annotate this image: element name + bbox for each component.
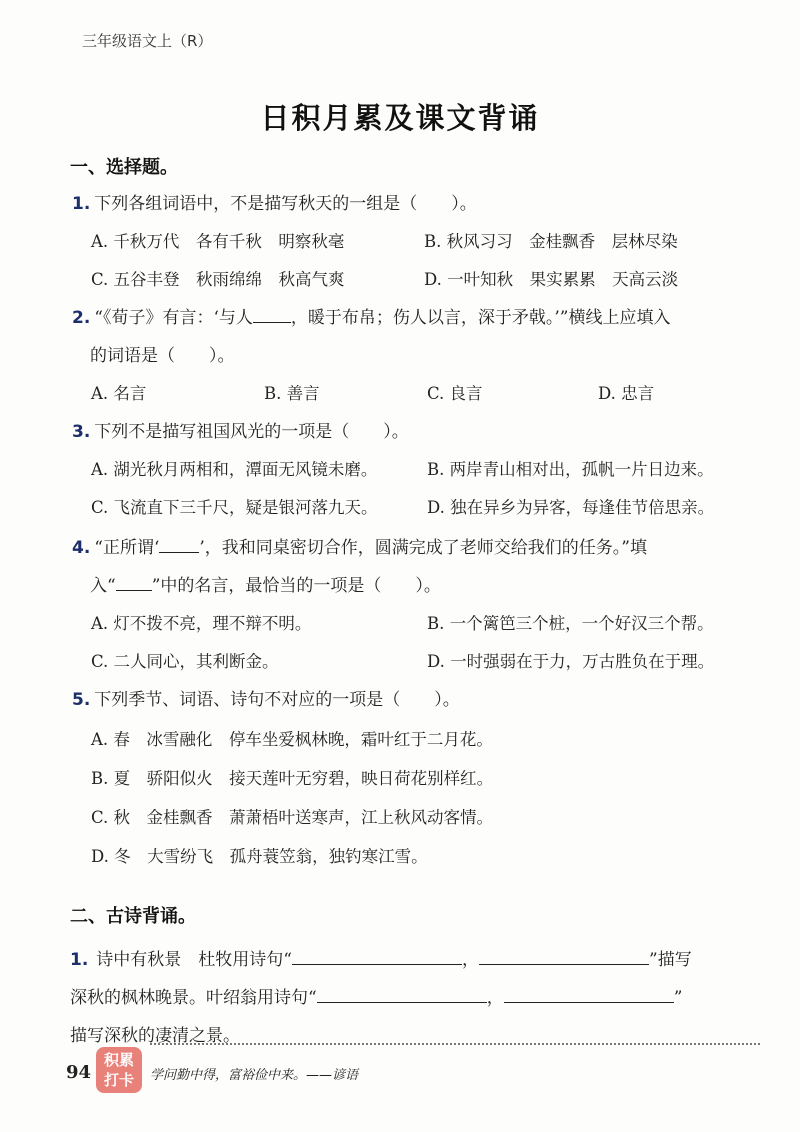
fill-blank[interactable] bbox=[159, 536, 199, 553]
option-a: A. 春 冰雪融化 停车坐爱枫林晚，霜叶红于二月花。 bbox=[91, 730, 493, 749]
poem-text: 深秋的枫林晚景。叶绍翁用诗句“ bbox=[70, 988, 317, 1008]
option-c: C. 飞流直下三千尺，疑是银河落九天。 bbox=[91, 498, 378, 517]
option-d: D. 一叶知秋 果实累累 天高云淡 bbox=[424, 270, 679, 289]
question-number: 1. bbox=[70, 950, 89, 970]
footer-proverb: 学问勤中得，富裕俭中来。——谚语 bbox=[150, 1068, 359, 1083]
option-d: D. 忠言 bbox=[598, 384, 655, 403]
option-d: D. 独在异乡为异客，每逢佳节倍思亲。 bbox=[427, 498, 715, 517]
option-b: B. 一个篱笆三个桩，一个好汉三个帮。 bbox=[427, 614, 714, 633]
footer-divider bbox=[150, 1043, 760, 1045]
fill-blank[interactable] bbox=[253, 306, 291, 323]
question-stem-cont: ，暖于布帛；伤人以言，深于矛戟。’”横线上应填入 bbox=[290, 308, 671, 328]
question-stem-cont: ’，我和同桌密切合作，圆满完成了老师交给我们的任务。”填 bbox=[199, 538, 647, 558]
question-stem: 下列季节、词语、诗句不对应的一项是（ bbox=[94, 690, 401, 710]
question-stem-cont: ”中的名言，最恰当的一项是（ bbox=[151, 576, 382, 596]
question-end: ）。 bbox=[209, 346, 235, 366]
question-1 bbox=[72, 192, 760, 216]
book-header: 三年级语文上（R） bbox=[82, 32, 213, 50]
fill-blank[interactable] bbox=[479, 948, 649, 965]
page-number: 94 bbox=[66, 1062, 92, 1083]
option-b: B. 夏 骄阳似火 接天莲叶无穷碧，映日荷花别样红。 bbox=[91, 769, 494, 788]
question-number: 3. bbox=[72, 422, 91, 442]
question-end: ）。 bbox=[451, 194, 477, 214]
option-d: D. 一时强弱在于力，万古胜负在于理。 bbox=[427, 652, 715, 671]
option-c: C. 二人同心，其利断金。 bbox=[91, 652, 279, 671]
poem-text: ， bbox=[462, 950, 479, 970]
option-a: A. 名言 bbox=[91, 384, 147, 403]
question-stem-cont: 的词语是（ bbox=[90, 346, 175, 366]
question-2-cont bbox=[90, 344, 760, 368]
option-a: A. 千秋万代 各有千秋 明察秋毫 bbox=[91, 232, 345, 251]
punch-card-badge bbox=[96, 1047, 142, 1093]
option-c: C. 良言 bbox=[427, 384, 483, 403]
poem-text: ， bbox=[486, 988, 504, 1008]
question-stem: “《荀子》有言：‘与人 bbox=[94, 308, 253, 328]
poem-question-1 bbox=[70, 941, 760, 1055]
question-end: ）。 bbox=[415, 576, 441, 596]
fill-blank[interactable] bbox=[116, 574, 152, 591]
option-a: A. 灯不拨不亮，理不辩不明。 bbox=[91, 614, 312, 633]
option-b: B. 善言 bbox=[264, 384, 320, 403]
question-2 bbox=[72, 306, 760, 330]
question-stem: 下列各组词语中，不是描写秋天的一组是（ bbox=[94, 194, 418, 214]
badge-label-top: 积累 bbox=[103, 1051, 134, 1069]
option-d: D. 冬 大雪纷飞 孤舟蓑笠翁，独钓寒江雪。 bbox=[91, 847, 428, 866]
poem-text: ” bbox=[673, 988, 683, 1008]
poem-text: ”描写 bbox=[649, 950, 692, 970]
option-c: C. 秋 金桂飘香 萧萧梧叶送寒声，江上秋风动客情。 bbox=[91, 808, 494, 827]
option-b: B. 秋风习习 金桂飘香 层林尽染 bbox=[424, 232, 678, 251]
question-end: ）。 bbox=[434, 690, 460, 710]
question-number: 4. bbox=[72, 538, 91, 558]
option-a: A. 湖光秋月两相和，潭面无风镜未磨。 bbox=[91, 460, 378, 479]
question-4-cont bbox=[90, 574, 760, 598]
page-title: 日积月累及课文背诵 bbox=[260, 101, 540, 135]
fill-blank[interactable] bbox=[317, 986, 487, 1003]
badge-label-bottom: 打卡 bbox=[103, 1071, 134, 1089]
question-number: 1. bbox=[72, 194, 91, 214]
section-heading-poem: 二、古诗背诵。 bbox=[70, 906, 196, 927]
option-c: C. 五谷丰登 秋雨绵绵 秋高气爽 bbox=[91, 270, 345, 289]
question-5 bbox=[72, 688, 760, 712]
option-b: B. 两岸青山相对出，孤帆一片日边来。 bbox=[427, 460, 714, 479]
question-4 bbox=[72, 536, 760, 560]
fill-blank[interactable] bbox=[504, 986, 674, 1003]
question-3 bbox=[72, 420, 760, 444]
question-stem: 下列不是描写祖国风光的一项是（ bbox=[94, 422, 350, 442]
question-number: 5. bbox=[72, 690, 91, 710]
poem-text: 诗中有秋景 杜牧用诗句“ bbox=[96, 950, 292, 970]
question-stem-cont: 入“ bbox=[90, 576, 116, 596]
question-end: ）。 bbox=[383, 422, 409, 442]
fill-blank[interactable] bbox=[292, 948, 462, 965]
poem-text: 描写深秋的凄清之景。 bbox=[70, 1026, 240, 1046]
question-stem: “正所谓‘ bbox=[94, 538, 160, 558]
question-number: 2. bbox=[72, 308, 91, 328]
section-heading-choice: 一、选择题。 bbox=[70, 157, 178, 178]
